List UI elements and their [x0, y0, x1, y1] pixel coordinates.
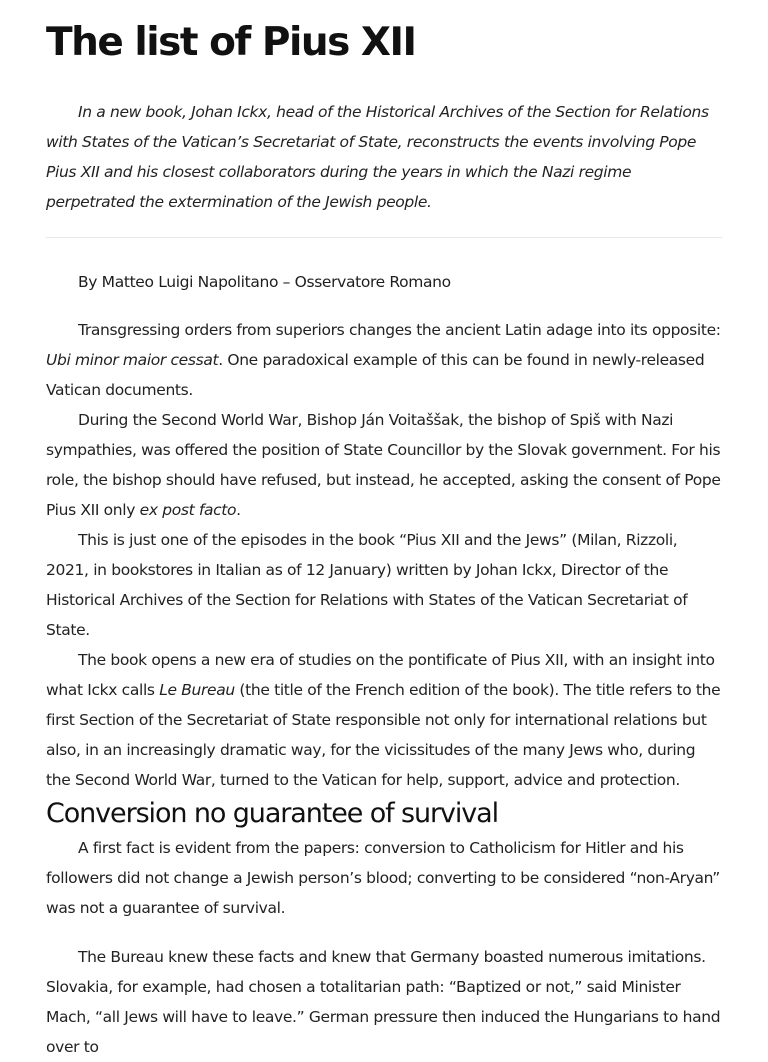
article-title: The list of Pius XII: [46, 20, 416, 65]
body-paragraph: The Bureau knew these facts and knew that Germany boasted numerous imitations. Slovakia, for example, had chosen a totalitarian path: “Baptized or not,” said Minister Mach, “all Jews will have to leave.” German pressure then induced the Hungarians to hand over to: [46, 948, 721, 1056]
body-paragraph: A first fact is evident from the papers: conversion to Catholicism for Hitler and his followers did not change a Jewish person’s blood; converting to be considered “non-Aryan” was not a guarantee of survival.: [46, 839, 720, 917]
latin-phrase: Ubi minor maior cessat: [46, 351, 219, 369]
section-heading: Conversion no guarantee of survival: [46, 798, 499, 829]
body-paragraph: The book opens a new era of studies on the pontificate of Pius XII, with an insight into what Ickx calls Le Bureau (the title of the French edition of the book). The title refers to the first Section of the Secretariat of State responsible not only for international relations but also, in an increasingly dramatic way, for the vicissitudes of the many Jews who, during the Second World War, turned to the Vatican for help, support, advice and protection.: [46, 651, 721, 789]
article-lede: In a new book, Johan Ickx, head of the Historical Archives of the Section for Relations with States of the Vatican’s Secretariat of State, reconstructs the events involving Pope Pius XII and his closest collaborators during the years in which the Nazi regime perpetrated the extermination of the Jewish people.: [46, 103, 709, 211]
latin-phrase: ex post facto: [139, 501, 237, 519]
lede-divider: [46, 237, 722, 238]
section-body: [46, 833, 722, 923]
book-title-emphasis: Le Bureau: [159, 681, 235, 699]
body-paragraph: Transgressing orders from superiors changes the ancient Latin adage into its opposite: Ubi minor maior cessat. One paradoxical example of this can be found in newly-released Vatican documents.: [46, 321, 721, 399]
body-paragraph: This is just one of the episodes in the book “Pius XII and the Jews” (Milan, Rizzoli, 2021, in bookstores in Italian as of 12 January) written by Johan Ickx, Director of the Historical Archives of the Section for Relations with States of the Vatican Secretariat of State.: [46, 531, 688, 639]
section-body: [46, 942, 722, 1062]
article-byline: By Matteo Luigi Napolitano – Osservatore Romano: [78, 273, 451, 291]
article-body: [46, 315, 722, 795]
body-paragraph: During the Second World War, Bishop Ján Voitaššak, the bishop of Spiš with Nazi sympathies, was offered the position of State Councillor by the Slovak government. For his role, the bishop should have refused, but instead, he accepted, asking the consent of Pope Pius XII only ex post facto.: [46, 411, 721, 519]
